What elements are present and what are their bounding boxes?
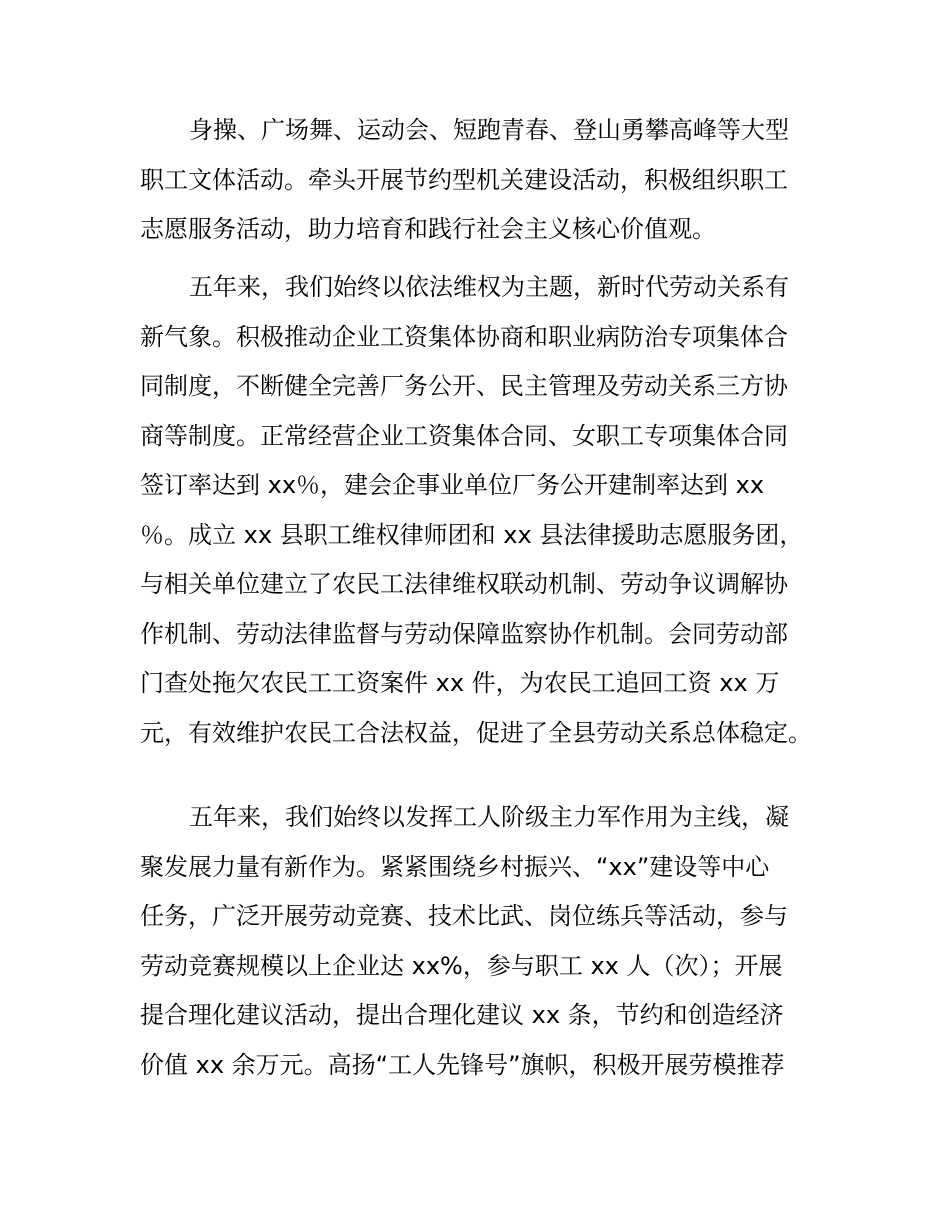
paragraph-3 [140,793,820,1090]
text-line: 作机制、劳动法律监督与劳动保障监察协作机制。会同劳动部 [140,619,788,648]
text-line: 签订率达到 xx％，建会企事业单位厂务公开建制率达到 xx [140,471,765,499]
text-line: 聚发展力量有新作为。紧紧围绕乡村振兴、“xx”建设等中心 [140,852,770,881]
paragraph-1 [140,106,820,255]
text-line: 志愿服务活动，助力培育和践行社会主义核心价值观。 [140,215,716,243]
text-line: 新气象。积极推动企业工资集体协商和职业病防治专项集体合 [140,322,788,351]
text-line: 与相关单位建立了农民工法律维权联动机制、劳动争议调解协 [140,570,788,598]
text-line: ％。成立 xx 县职工维权律师团和 xx 县法律援助志愿服务团， [140,520,804,549]
text-line: 提合理化建议活动，提出合理化建议 xx 条，节约和创造经济 [140,1001,784,1029]
text-line: 身操、广场舞、运动会、短跑青春、登山勇攀高峰等大型 [189,116,789,144]
text-line: 元，有效维护农民工合法权益，促进了全县劳动关系总体稳定。 [140,718,812,747]
text-line: 五年来，我们始终以发挥工人阶级主力军作用为主线，凝 [189,803,789,831]
text-line: 门查处拖欠农民工工资案件 xx 件，为农民工追回工资 xx 万 [140,669,780,697]
text-line: 商等制度。正常经营企业工资集体合同、女职工专项集体合同 [140,421,788,450]
text-line: 五年来，我们始终以依法维权为主题，新时代劳动关系有 [189,273,789,301]
paragraph-2 [140,263,820,758]
text-line: 任务，广泛开展劳动竞赛、技术比武、岗位练兵等活动，参与 [140,902,788,930]
text-line: 职工文体活动。牵头开展节约型机关建设活动，积极组织职工 [140,165,788,194]
text-line: 价值 xx 余万元。高扬“工人先锋号”旗帜，积极开展劳模推荐 [140,1050,785,1079]
text-line: 同制度，不断健全完善厂务公开、民主管理及劳动关系三方协 [140,372,788,400]
text-line: 劳动竞赛规模以上企业达 xx%，参与职工 xx 人（次）；开展 [140,951,783,980]
